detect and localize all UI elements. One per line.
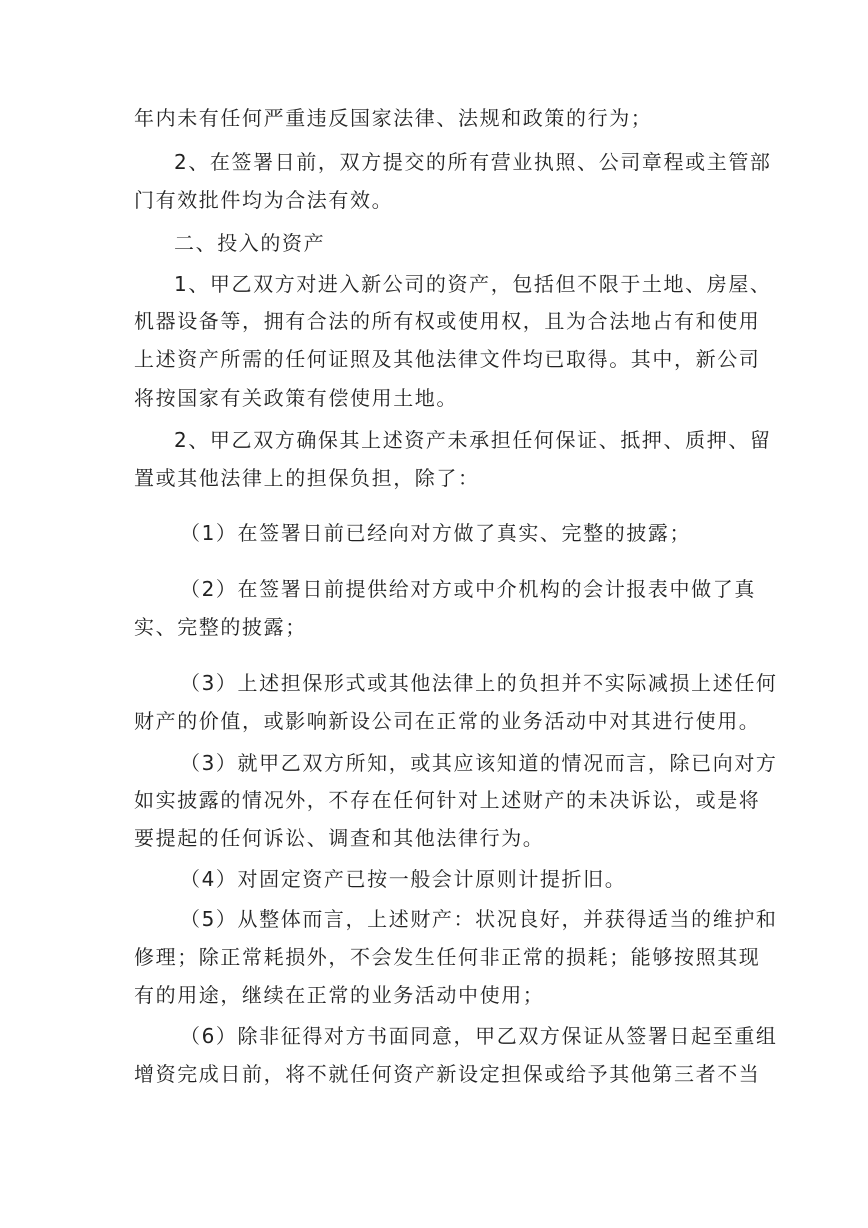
text-line: 修理；除正常耗损外，不会发生任何非正常的损耗；能够按照其现 [134, 945, 761, 969]
text-line: 1、甲乙双方对进入新公司的资产，包括但不限于土地、房屋、 [174, 272, 772, 296]
text-line: 机器设备等，拥有合法的所有权或使用权，且为合法地占有和使用 [134, 309, 761, 333]
text-line: （5）从整体而言，上述财产：状况良好，并获得适当的维护和 [180, 907, 778, 931]
text-line: 门有效批件均为合法有效。 [134, 188, 394, 212]
text-line: 如实披露的情况外，不存在任何针对上述财产的未决诉讼，或是将 [134, 788, 761, 812]
text-line: 2、甲乙双方确保其上述资产未承担任何保证、抵押、质押、留 [174, 428, 772, 452]
text-line: 将按国家有关政策有偿使用土地。 [134, 386, 458, 410]
text-line: 实、完整的披露； [134, 615, 307, 639]
text-line: 增资完成日前，将不就任何资产新设定担保或给予其他第三者不当 [134, 1062, 761, 1086]
text-line: 上述资产所需的任何证照及其他法律文件均已取得。其中，新公司 [134, 347, 761, 371]
text-line: （1）在签署日前已经向对方做了真实、完整的披露； [180, 521, 692, 545]
text-line: 财产的价值，或影响新设公司在正常的业务活动中对其进行使用。 [134, 709, 761, 733]
text-line: （4）对固定资产已按一般会计原则计提折旧。 [180, 867, 627, 891]
text-line: 年内未有任何严重违反国家法律、法规和政策的行为； [134, 106, 653, 130]
text-line: 要提起的任何诉讼、调查和其他法律行为。 [134, 826, 545, 850]
text-line: 有的用途，继续在正常的业务活动中使用； [134, 983, 545, 1007]
text-line: （3）就甲乙双方所知，或其应该知道的情况而言，除已向对方 [180, 751, 778, 775]
text-line: （3）上述担保形式或其他法律上的负担并不实际减损上述任何 [180, 671, 778, 695]
text-line: （2）在签署日前提供给对方或中介机构的会计报表中做了真 [180, 577, 756, 601]
text-line: 置或其他法律上的担保负担，除了： [134, 466, 480, 490]
text-line: 2、在签署日前，双方提交的所有营业执照、公司章程或主管部 [174, 150, 772, 174]
section-heading: 二、投入的资产 [174, 231, 326, 255]
text-line: （6）除非征得对方书面同意，甲乙双方保证从签署日起至重组 [180, 1024, 778, 1048]
